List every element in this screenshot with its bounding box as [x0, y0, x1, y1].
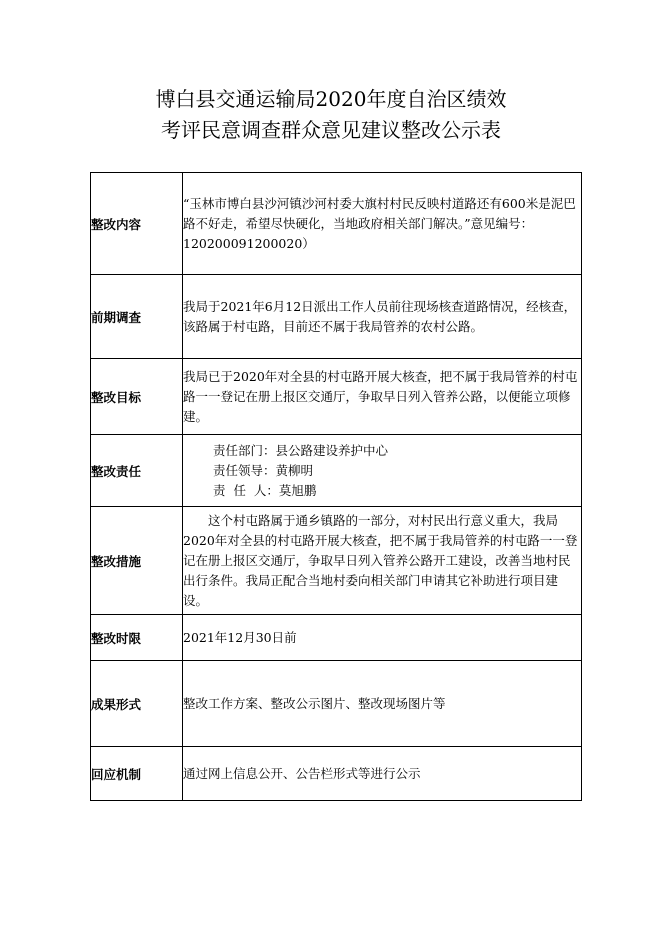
value-survey: 我局于2021年6月12日派出工作人员前往现场核查道路情况，经核查，该路属于村屯路，目前还不属于我局管养的农村公路。: [183, 275, 582, 359]
label-result: 成果形式: [91, 661, 183, 747]
label-deadline: 整改时限: [91, 615, 183, 661]
value-result: 整改工作方案、整改公示图片、整改现场图片等: [183, 661, 582, 747]
responsible-department: 责任部门：县公路建设养护中心: [213, 442, 389, 458]
row-response: [91, 747, 582, 801]
row-survey: [91, 275, 582, 359]
value-content: “玉林市博白县沙河镇沙河村委大旗村村民反映村道路还有600米是泥巴路不好走，希望尽快硬化，当地政府相关部门解决。”意见编号：120200091200020）: [183, 173, 582, 275]
responsible-person: 责 任 人：莫旭鹏: [213, 482, 317, 498]
value-deadline: 2021年12月30日前: [183, 615, 582, 661]
row-result: [91, 661, 582, 747]
label-measures: 整改措施: [91, 507, 183, 615]
row-content: [91, 173, 582, 275]
label-goal: 整改目标: [91, 359, 183, 435]
title-line-2: 考评民意调查群众意见建议整改公示表: [161, 118, 501, 142]
title-line-1: 博白县交通运输局2020年度自治区绩效: [155, 87, 507, 111]
label-response: 回应机制: [91, 747, 183, 801]
rectification-table: [90, 172, 582, 801]
responsible-leader: 责任领导：黄柳明: [213, 462, 314, 478]
row-responsibility: [91, 435, 582, 507]
document-title: [0, 84, 662, 146]
value-goal: 我局已于2020年对全县的村屯路开展大核查，把不属于我局管养的村屯路一一登记在册上报区交通厅，争取早日列入管养公路，以便能立项修建。: [183, 359, 582, 435]
label-survey: 前期调查: [91, 275, 183, 359]
label-content: 整改内容: [91, 173, 183, 275]
row-goal: [91, 359, 582, 435]
row-measures: [91, 507, 582, 615]
label-responsibility: 整改责任: [91, 435, 183, 507]
value-measures: 这个村屯路属于通乡镇路的一部分，对村民出行意义重大，我局2020年对全县的村屯路开展大核查，把不属于我局管养的村屯路一一登记在册上报区交通厅，争取早日列入管养公路开工建设，改善当地村民出行条件。我局正配合当地村委向相关部门申请其它补助进行项目建设。: [183, 507, 582, 615]
value-responsibility: [183, 435, 582, 507]
value-response: 通过网上信息公开、公告栏形式等进行公示: [183, 747, 582, 801]
row-deadline: [91, 615, 582, 661]
